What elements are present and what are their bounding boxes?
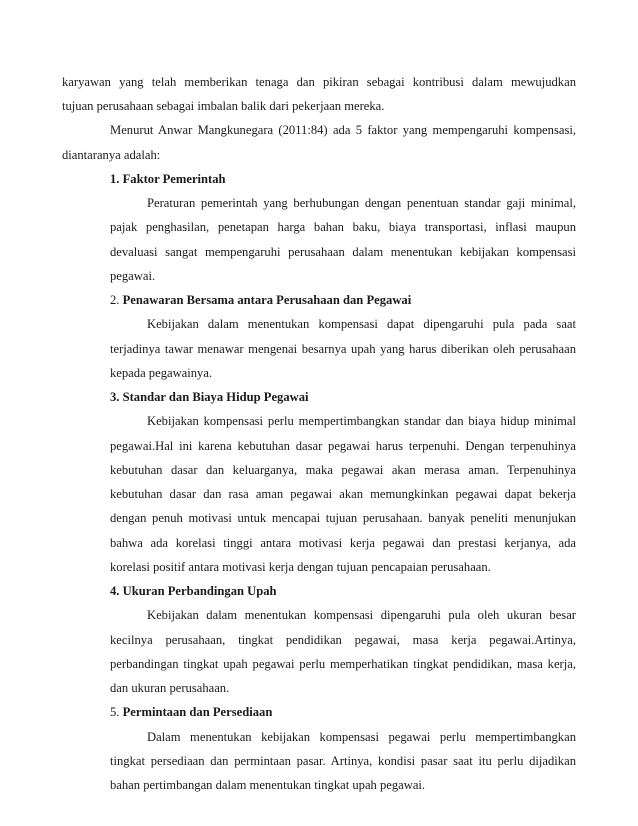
section-1-line-4: pegawai. xyxy=(110,269,156,283)
lead-line-1: Menurut Anwar Mangkunegara (2011:84) ada 5 faktor yang mempengaruhi kompensasi, xyxy=(110,123,576,137)
section-4-line-1: Kebijakan dalam menentukan kompensasi dipengaruhi pula oleh ukuran besar xyxy=(147,608,576,622)
section-5-line-3: bahan pertimbangan dalam menentukan tingkat upah pegawai. xyxy=(110,778,426,792)
section-heading-2 xyxy=(110,293,411,307)
section-heading-5 xyxy=(110,705,272,719)
section-3-line-2: pegawai.Hal ini karena kebutuhan dasar pegawai harus terpenuhi. Dengan terpenuhinya xyxy=(110,439,576,453)
section-4-line-4: dan ukuran perusahaan. xyxy=(110,681,230,695)
section-heading-4: 4. Ukuran Perbandingan Upah xyxy=(110,584,277,598)
section-5-line-1: Dalam menentukan kebijakan kompensasi pegawai perlu mempertimbangkan xyxy=(147,730,576,744)
section-1-line-2: pajak penghasilan, penetapan harga bahan baku, biaya transportasi, inflasi maupun xyxy=(110,220,576,234)
section-1-line-3: devaluasi sangat mempengaruhi perusahaan dalam menentukan kebijakan kompensasi xyxy=(110,245,576,259)
section-5-line-2: tingkat persediaan dan permintaan pasar. Artinya, kondisi pasar saat itu perlu dijadikan xyxy=(110,754,576,768)
section-4-line-3: perbandingan tingkat upah pegawai perlu memperhatikan tingkat pendidikan, masa kerja, xyxy=(110,657,576,671)
lead-line-2: diantaranya adalah: xyxy=(62,148,161,162)
section-1-line-1: Peraturan pemerintah yang berhubungan dengan penentuan standar gaji minimal, xyxy=(147,196,576,210)
intro-line-1: karyawan yang telah memberikan tenaga dan pikiran sebagai kontribusi dalam mewujudkan xyxy=(62,75,576,89)
section-2-line-1: Kebijakan dalam menentukan kompensasi dapat dipengaruhi pula pada saat xyxy=(147,317,576,331)
section-title-5: Permintaan dan Persediaan xyxy=(122,705,273,719)
section-number-2: 2. xyxy=(110,293,120,307)
intro-line-2: tujuan perusahaan sebagai imbalan balik dari pekerjaan mereka. xyxy=(62,99,385,113)
section-2-line-2: terjadinya tawar menawar mengenai besarnya upah yang harus diberikan oleh perusahaan xyxy=(110,342,576,356)
section-4-line-2: kecilnya perusahaan, tingkat pendidikan pegawai, masa kerja pegawai.Artinya, xyxy=(110,633,576,647)
section-3-line-4: kebutuhan dasar dan rasa aman pegawai akan memungkinkan pegawai dapat bekerja xyxy=(110,487,576,501)
section-title-2: Penawaran Bersama antara Perusahaan dan Pegawai xyxy=(122,293,412,307)
section-3-line-1: Kebijakan kompensasi perlu mempertimbangkan standar dan biaya hidup minimal xyxy=(147,414,576,428)
section-heading-3: 3. Standar dan Biaya Hidup Pegawai xyxy=(110,390,309,404)
section-3-line-7: korelasi positif antara motivasi kerja dengan tujuan pencapaian perusahaan. xyxy=(110,560,491,574)
section-3-line-3: kebutuhan dasar dan keluarganya, maka pegawai akan merasa aman. Terpenuhinya xyxy=(110,463,576,477)
section-3-line-5: dengan penuh motivasi untuk mencapai tujuan perusahaan. banyak peneliti menunjukan xyxy=(110,511,576,525)
section-2-line-3: kepada pegawainya. xyxy=(110,366,213,380)
section-number-5: 5. xyxy=(110,705,120,719)
section-3-line-6: bahwa ada korelasi tinggi antara motivasi kerja pegawai dan prestasi kerjanya, ada xyxy=(110,536,576,550)
section-heading-1: 1. Faktor Pemerintah xyxy=(110,172,226,186)
